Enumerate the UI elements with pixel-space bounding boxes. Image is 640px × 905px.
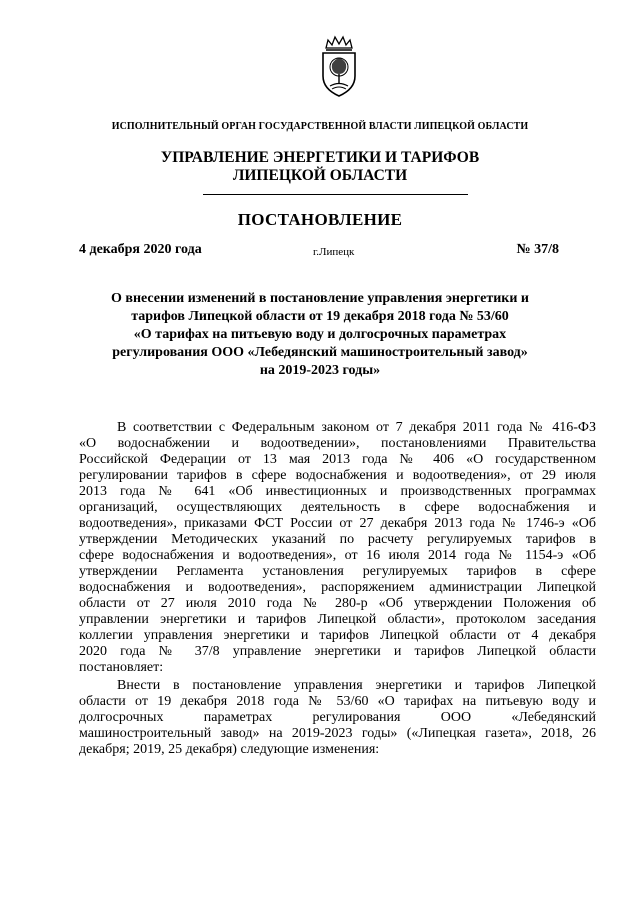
body-text-line: утверждении Регламента установления регулируемых тарифов в сфере [79,564,596,579]
body-text-line: водоотведения», приказами ФСТ России от 27 декабря 2013 года № 1746-э «Об [79,516,596,531]
body-text-line: декабря; 2019, 25 декабря) следующие изменения: [79,742,380,757]
body-text-line: долгосрочных параметрах регулирования ООО «Лебедянский [79,710,596,725]
body-text-line: Российской Федерации от 13 мая 2013 года № 406 «О государственном [79,452,596,467]
body-text-line: машиностроительный завод» на 2019-2023 годы» («Липецкая газета», 2018, 26 [79,726,596,741]
body-text-line: 2013 года № 641 «Об инвестиционных и производственных программах [79,484,596,499]
subject-line: тарифов Липецкой области от 19 декабря 2018 года № 53/60 [131,309,509,324]
body-text-line: коллегии управления энергетики и тарифов Липецкой области от 4 декабря [79,628,596,643]
body-text-line: сфере водоснабжения и водоотведения», от 16 июля 2014 года № 1154-э «Об [79,548,596,563]
body-text-line: управлении энергетики и тарифов Липецкой области», протоколом заседания [79,612,596,627]
body-text-line: водоснабжения и водоотведения», распоряжением администрации Липецкой [79,580,596,595]
document-place: г.Липецк [313,246,355,258]
subject-line: «О тарифах на питьевую воду и долгосрочных параметрах [133,327,507,342]
body-text-line: В соответствии с Федеральным законом от 7 декабря 2011 года № 416-ФЗ [117,420,596,435]
body-text-line: области от 19 декабря 2018 года № 53/60 «О тарифах на питьевую воду и [79,694,596,709]
body-text-line: Внести в постановление управления энергетики и тарифов Липецкой [117,678,596,693]
coat-of-arms-icon [316,34,362,98]
document-type: ПОСТАНОВЛЕНИЕ [237,210,403,229]
body-text-line: области от 27 июля 2010 года № 280-р «Об утверждении Положения об [79,596,596,611]
header-divider [203,194,468,195]
body-text-line: постановляет: [79,660,164,675]
body-text-line: регулировании тарифов в сфере водоснабжения и водоотведения», от 29 июля [79,468,596,483]
body-text-line: утверждении Методических указаний по расчету регулируемых тарифов в [79,532,596,547]
document-date: 4 декабря 2020 года [79,242,202,257]
subject-line: на 2019-2023 годы» [259,363,381,378]
body-text-line: «О водоснабжении и водоотведении», постановлениями Правительства [79,436,596,451]
body-text-line: 2020 года № 37/8 управление энергетики и тарифов Липецкой области [79,644,596,659]
issuing-authority: ИСПОЛНИТЕЛЬНЫЙ ОРГАН ГОСУДАРСТВЕННОЙ ВЛАСТИ ЛИПЕЦКОЙ ОБЛАСТИ [111,121,529,132]
document-number: № 37/8 [516,242,559,257]
organization-title-line-1: УПРАВЛЕНИЕ ЭНЕРГЕТИКИ И ТАРИФОВ [160,149,480,166]
subject-line: регулирования ООО «Лебедянский машиностроительный завод» [112,345,528,360]
subject-line: О внесении изменений в постановление управления энергетики и [111,291,529,306]
body-text-line: организаций, осуществляющих деятельность в сфере водоснабжения и [79,500,596,515]
organization-title-line-2: ЛИПЕЦКОЙ ОБЛАСТИ [232,167,408,184]
